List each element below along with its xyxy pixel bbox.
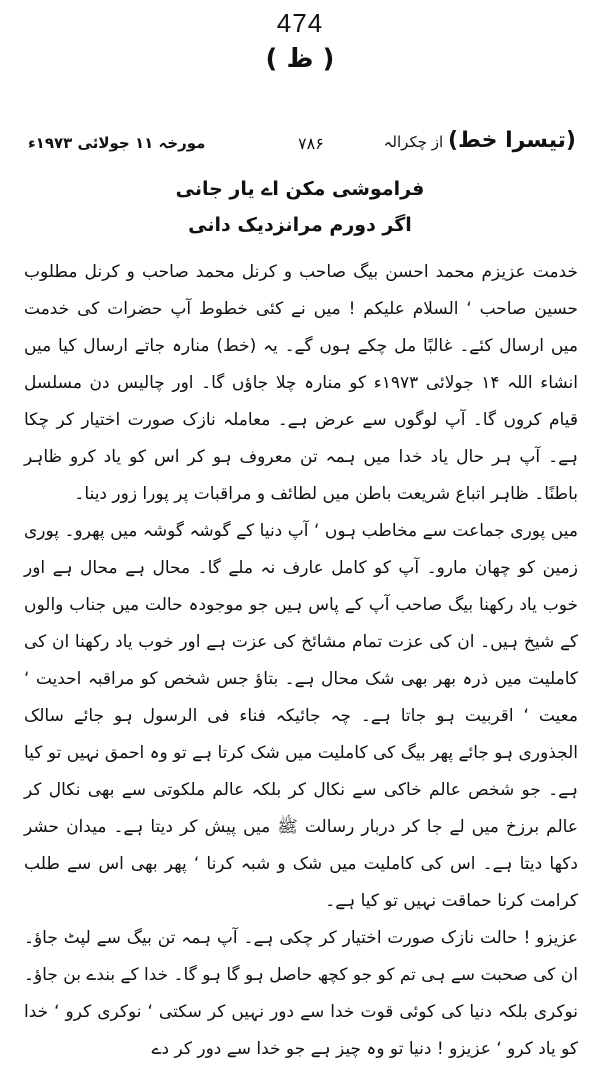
letter-number: ۷۸۶ [298,134,324,153]
letter-body [24,254,578,1068]
letter-date: مورخہ ۱۱ جولائی ۱۹۷۳ء [28,134,206,152]
paragraph: میں پوری جماعت سے مخاطب ہوں ‘ آپ دنیا کے گوشہ گوشہ میں پھرو۔ پوری زمین کو چھان مارو۔ آپ کو کامل عارف نہ ملے گا۔ محال ہے محال ہے اور خوب یاد رکھنا بیگ صاحب آپ کے پاس ہیں جو موجودہ حالت میں جناب والوں کے شیخ ہیں۔ ان کی عزت تمام مشائخ کی عزت ہے اور خوب یاد رکھنا ان کی کاملیت میں ذرہ بھر بھی شک محال ہے۔ بتاؤ جس شخص کو مراقبہ احدیت ‘ معیت ‘ اقربیت ہو جاتا ہے۔ چہ جائیکہ فناء فی الرسول ہو جائے سالک الجذوری ہو جائے پھر بیگ کی کاملیت میں شک کرتا ہے تو وہ احمق نہیں تو کیا ہے۔ جو شخص عالم خاکی سے نکال کر بلکہ عالم ملکوتی سے بھی نکال کر عالم برزخ میں لے جا کر دربار رسالت ﷺ میں پیش کر دیتا ہے۔ میدان حشر دکھا دیتا ہے۔ اس کی کاملیت میں شک و شبہ کرنا ‘ پھر بھی اس سے طلب کرامت کرنا حماقت نہیں تو کیا ہے۔ [24,521,578,911]
section-mark: ( ظ ) [265,44,335,74]
paragraph: عزیزو ! حالت نازک صورت اختیار کر چکی ہے۔ آپ ہمہ تن بیگ سے لپٹ جاؤ۔ ان کی صحبت سے ہی تم کو جو کچھ حاصل ہو گا ہو گا۔ خدا کے بندے بن جاؤ۔ نوکری بلکہ دنیا کی کوئی قوت خدا سے دور نہیں کر سکتی ‘ نوکری کرو ‘ خدا کو یاد کرو ‘ عزیزو ! دنیا تو وہ چیز ہے جو خدا سے دور کر دے [24,928,578,1059]
verse-line-1: فراموشی مکن اے یار جانی [175,178,425,200]
paragraph: خدمت عزیزم محمد احسن بیگ صاحب و کرنل محمد صاحب و کرنل مطلوب حسین صاحب ‘ السلام علیکم ! میں نے کئی خطوط آپ حضرات کی خدمت میں ارسال کئے۔ غالبًا مل چکے ہوں گے۔ یہ (خط) منارہ جاتے ارسال کیا میں انشاء اللہ ۱۴ جولائی ۱۹۷۳ء کو منارہ چلا جاؤں گا۔ اور چالیس دن مسلسل قیام کروں گا۔ آپ لوگوں سے عرض ہے۔ معاملہ نازک صورت اختیار کر چکا ہے۔ آپ ہر حال یاد خدا میں ہمہ تن معروف ہو کر اس کو یاد کرو ظاہر باطنًا۔ ظاہر اتباع شریعت باطن میں لطائف و مراقبات پر پورا زور دینا۔ [24,262,578,504]
page-number: 474 [276,8,324,38]
letter-title-group [384,128,576,153]
letter-header [28,128,576,164]
letter-title: (تیسرا خط) [447,128,576,153]
letter-origin: از چکرالہ [383,133,448,151]
verse-line-2: اگر دورم مرانزدیک دانی [188,214,412,236]
